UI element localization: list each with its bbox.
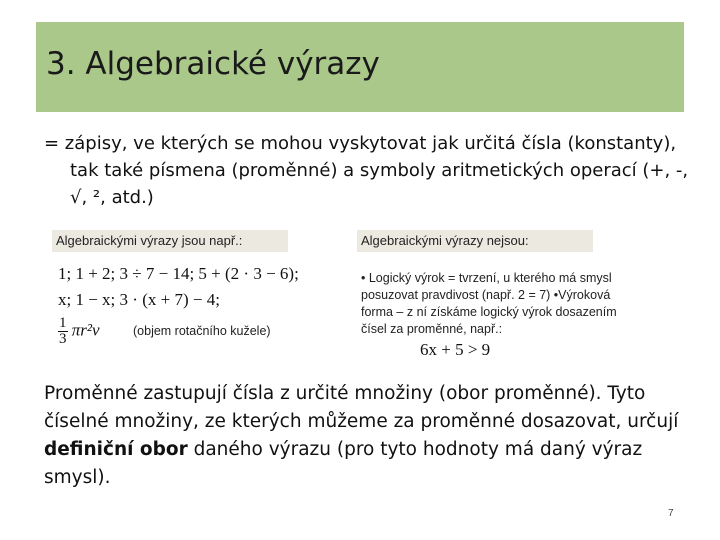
title-bar <box>36 22 684 112</box>
inequality-example: 6x + 5 > 9 <box>420 340 491 359</box>
right-box-heading: Algebraickými výrazy nejsou: <box>357 230 593 252</box>
fraction-numerator: 1 <box>59 315 67 331</box>
cone-expression: πr²v <box>71 320 100 340</box>
cone-volume-note: (objem rotačního kužele) <box>133 324 271 338</box>
fraction-one-third <box>58 316 68 347</box>
body-paragraph <box>44 380 694 492</box>
example-expressions-row2: x; 1 − x; 3 · (x + 7) − 4; <box>58 290 220 309</box>
fraction-denominator: 3 <box>59 331 67 347</box>
page-number: 7 <box>668 508 674 519</box>
left-box-heading: Algebraickými výrazy jsou např.: <box>52 230 288 252</box>
cone-volume-expression <box>58 316 100 347</box>
body-text-start: Proměnné zastupují čísla z určité množiny (obor proměnné). Tyto číselné množiny, ze kterých můžeme za proměnné dosazovat, určují <box>44 383 679 432</box>
body-text-end: daného výrazu (pro tyto hodnoty má daný výraz smysl). <box>44 439 643 488</box>
slide-title: 3. Algebraické výrazy <box>46 46 380 82</box>
non-expressions-text: • Logický výrok = tvrzení, u kterého má smysl posuzovat pravdivost (např. 2 = 7) •Výroková forma – z ní získáme logický výrok dosazením čísel za proměnné, např.: <box>361 271 617 336</box>
example-expressions-row1: 1; 1 + 2; 3 ÷ 7 − 14; 5 + (2 · 3 − 6); <box>58 264 299 283</box>
body-text-bold: definiční obor <box>44 439 188 460</box>
intro-paragraph: = zápisy, ve kterých se mohou vyskytovat jak určitá čísla (konstanty), tak také písmena (proměnné) a symboly aritmetických operací (+, -, √, ², atd.) <box>44 133 689 208</box>
